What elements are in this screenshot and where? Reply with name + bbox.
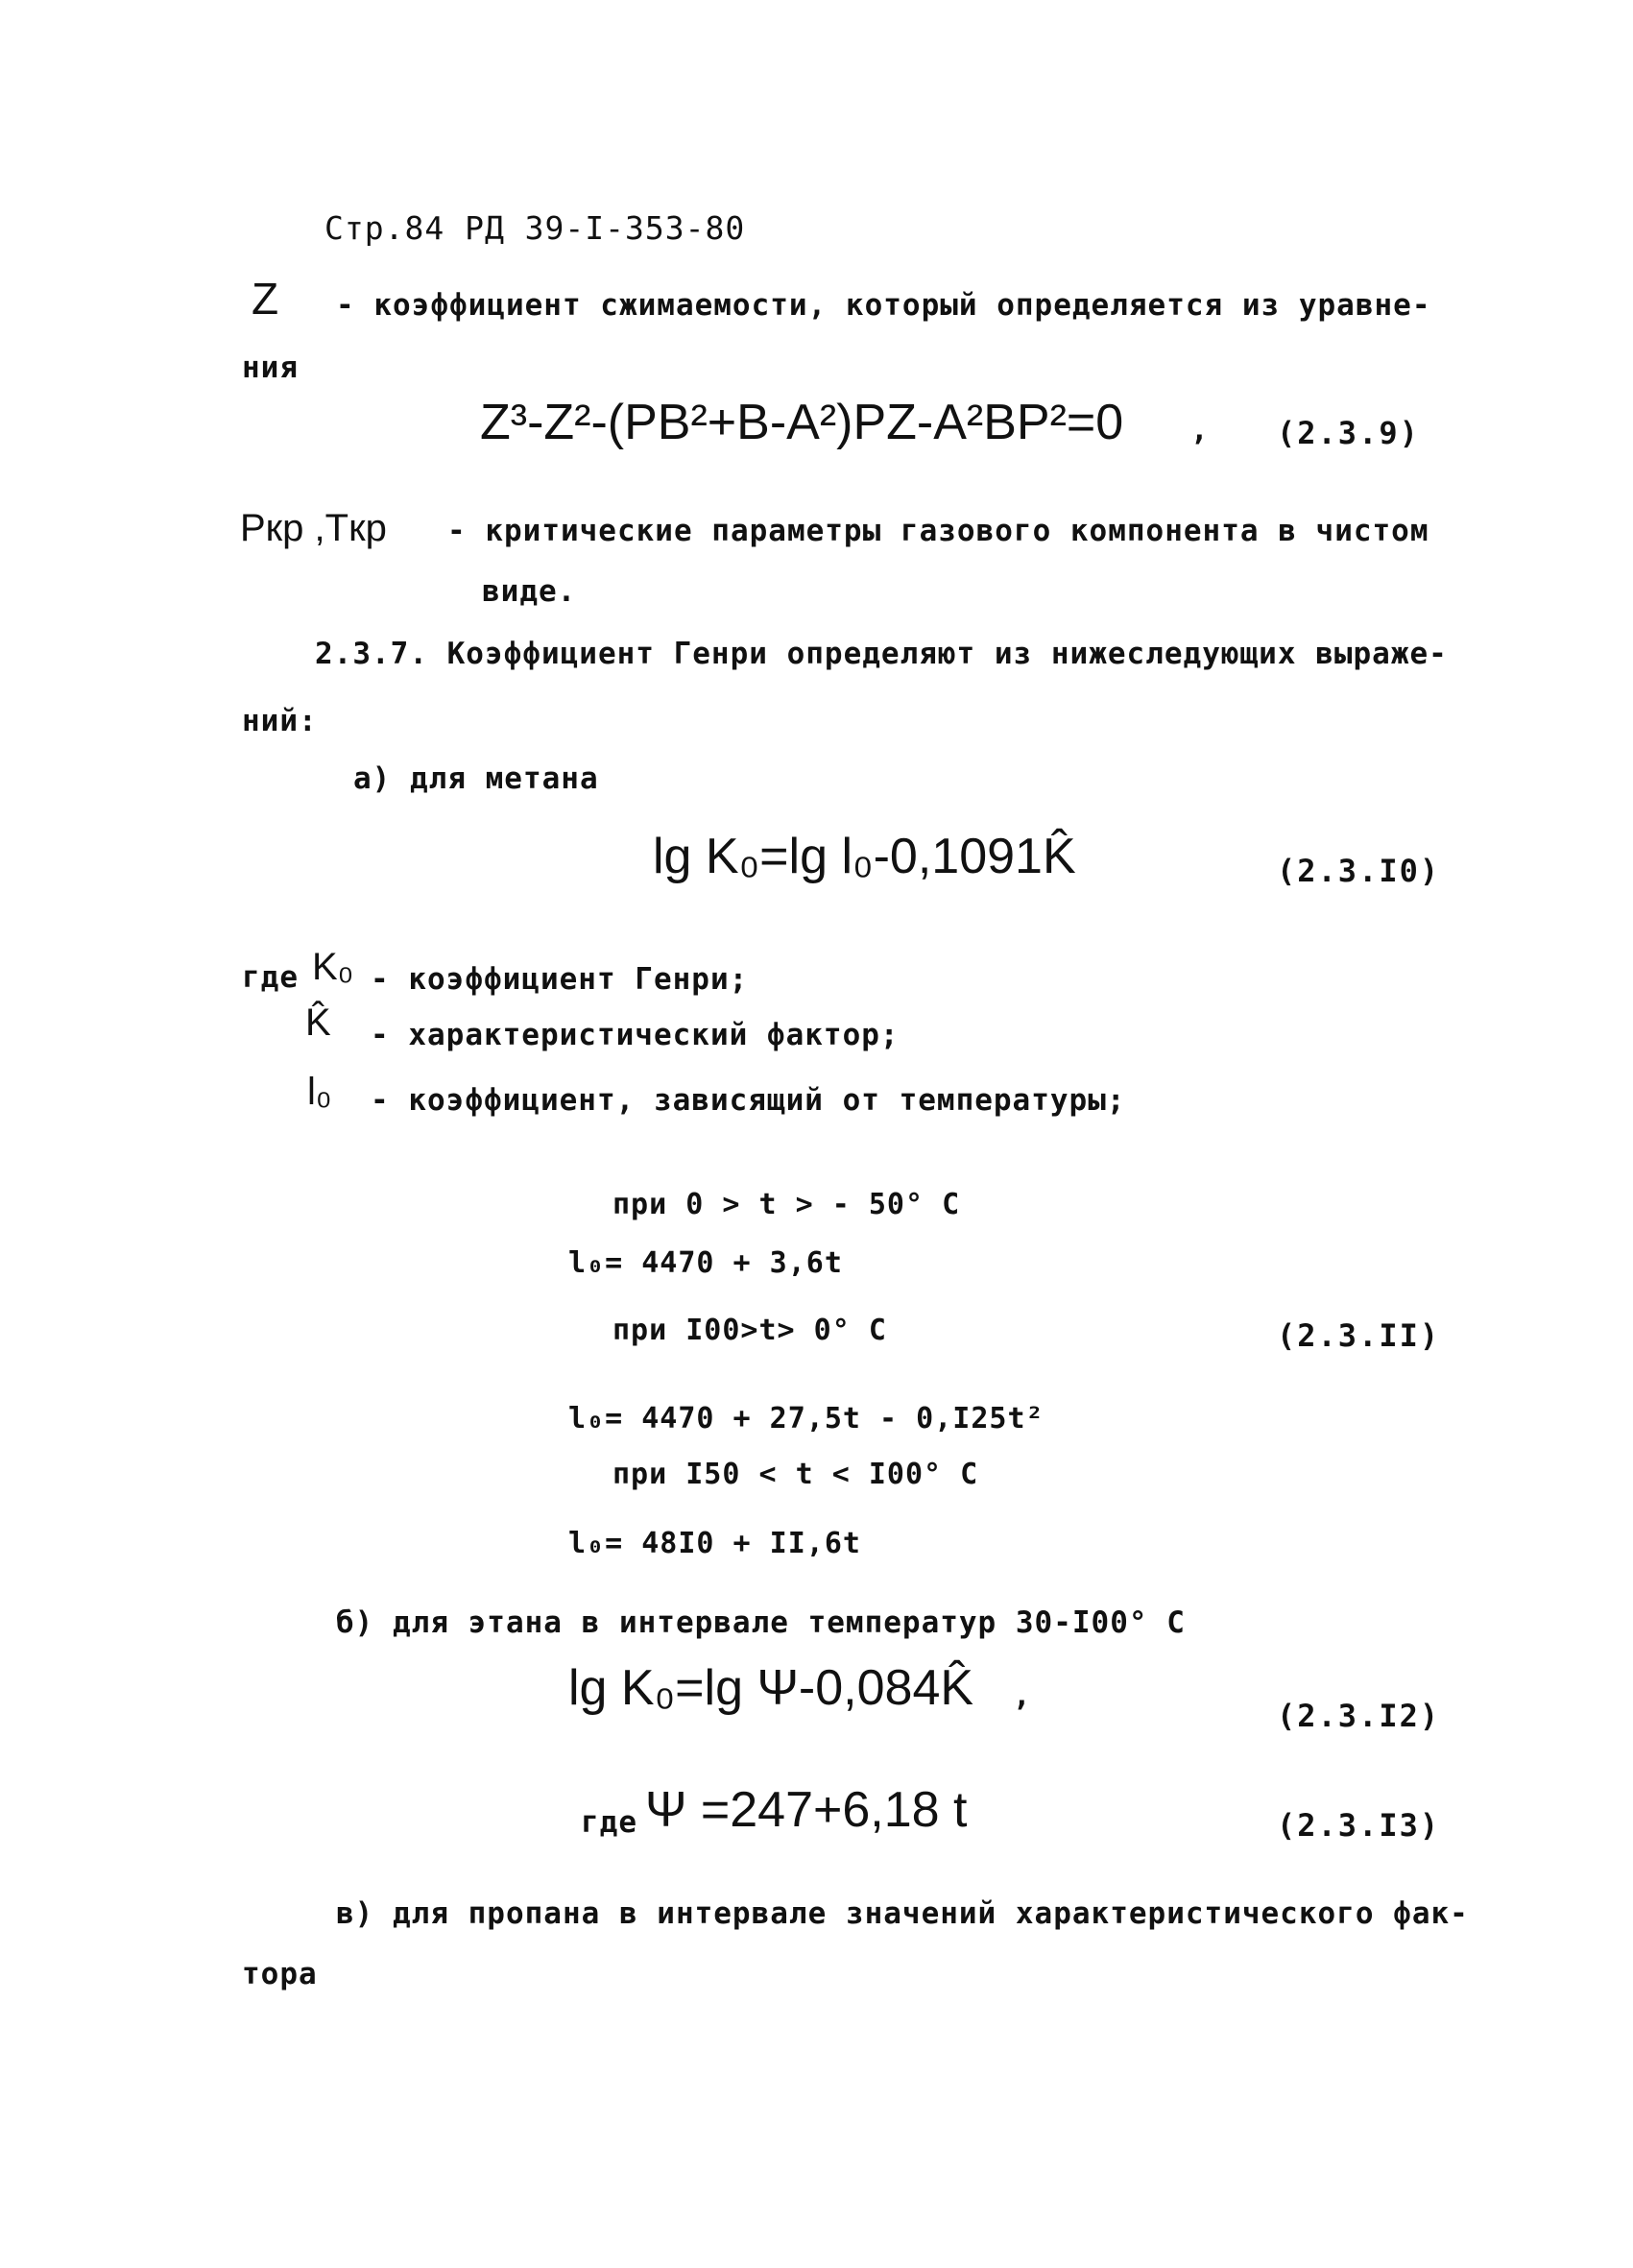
where-prefix: где: [242, 960, 299, 995]
khat-definition: - характеристический фактор;: [371, 1018, 900, 1052]
z-symbol: Z: [252, 274, 279, 324]
condition-3: при I50 < t < I00° C: [612, 1458, 979, 1491]
khat-symbol: K̂: [305, 1001, 331, 1044]
equation-2-3-13-number: (2.3.I3): [1277, 1807, 1441, 1844]
equation-2-3-12-number: (2.3.I2): [1277, 1698, 1441, 1734]
equation-2-3-10-number: (2.3.I0): [1277, 853, 1441, 889]
section-2-3-7-line1: 2.3.7. Коэффициент Генри определяют из нижеследующих выраже-: [315, 637, 1448, 671]
item-a-methane: а) для метана: [353, 761, 599, 796]
equation-2-3-10: lg K₀=lg l₀-0,1091K̂: [653, 829, 1076, 884]
equation-2-3-12: lg K₀=lg Ψ-0,084K̂: [568, 1660, 974, 1716]
pkr-definition-line2: виде.: [482, 574, 577, 609]
where-prefix-2: где: [581, 1805, 637, 1840]
pkr-definition-line1: - критические параметры газового компонента в чистом: [447, 514, 1429, 548]
z-definition-line2: ния: [242, 350, 299, 385]
condition-2: при I00>t> 0° C: [612, 1314, 887, 1347]
equation-2-3-11-number: (2.3.II): [1277, 1317, 1441, 1354]
item-b-ethane: б) для этана в интервале температур 30-I00° C: [336, 1605, 1186, 1640]
k0-symbol: K₀: [312, 946, 354, 988]
l0-symbol: l₀: [307, 1071, 332, 1113]
page-header: Стр.84 РД 39-I-353-80: [324, 209, 746, 247]
l0-definition: - коэффициент, зависящий от температуры;: [371, 1083, 1126, 1118]
l0-equation-1: l₀= 4470 + 3,6t: [568, 1246, 843, 1280]
item-v-propane-line1: в) для пропана в интервале значений характеристического фак-: [336, 1896, 1469, 1931]
condition-1: при 0 > t > - 50° C: [612, 1188, 961, 1221]
pkr-tkr-symbols: Pкр ,Tкр: [240, 507, 387, 549]
k0-definition: - коэффициент Генри;: [371, 962, 749, 997]
equation-2-3-12-comma: ,: [1013, 1678, 1032, 1713]
l0-equation-3: l₀= 48I0 + II,6t: [568, 1527, 861, 1560]
z-definition-line1: - коэффициент сжимаемости, который определяется из уравне-: [336, 288, 1431, 323]
equation-2-3-9: Z³-Z²-(PB²+B-A²)PZ-A²BP²=0: [480, 395, 1124, 450]
equation-2-3-13: Ψ =247+6,18 t: [645, 1782, 968, 1838]
section-2-3-7-line2: ний:: [242, 704, 318, 738]
item-v-propane-line2: тора: [242, 1957, 318, 1991]
equation-2-3-9-comma: ,: [1190, 413, 1210, 447]
l0-equation-2: l₀= 4470 + 27,5t - 0,I25t²: [568, 1402, 1045, 1436]
equation-2-3-9-number: (2.3.9): [1277, 415, 1420, 451]
